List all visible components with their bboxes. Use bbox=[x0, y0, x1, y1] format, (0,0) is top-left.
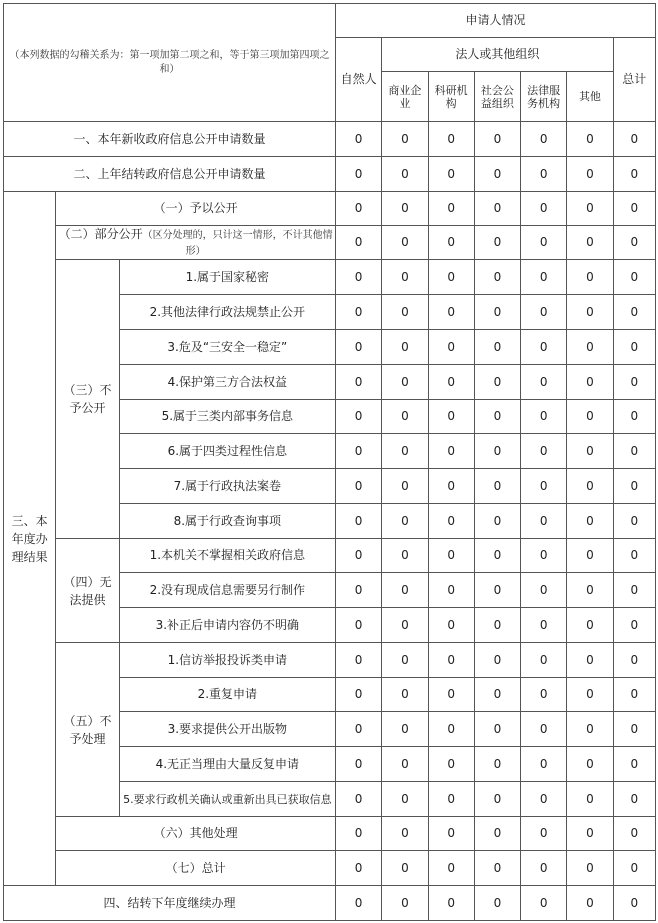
cell-value: 0 bbox=[382, 469, 428, 504]
cell-value: 0 bbox=[567, 712, 613, 747]
cell-value: 0 bbox=[382, 678, 428, 712]
cell-value: 0 bbox=[613, 295, 655, 330]
cell-value: 0 bbox=[474, 817, 520, 851]
cell-value: 0 bbox=[474, 747, 520, 782]
cell-value: 0 bbox=[335, 192, 381, 226]
cell-value: 0 bbox=[382, 365, 428, 400]
cell-value: 0 bbox=[335, 469, 381, 504]
row-label: 2.重复申请 bbox=[119, 678, 335, 712]
applicant-header: 申请人情况 bbox=[335, 4, 655, 38]
row-label: 5.属于三类内部事务信息 bbox=[119, 400, 335, 434]
cell-value: 0 bbox=[474, 608, 520, 643]
cell-value: 0 bbox=[567, 851, 613, 886]
row-label: 8.属于行政查询事项 bbox=[119, 504, 335, 539]
cell-value: 0 bbox=[335, 330, 381, 365]
natural-person-header: 自然人 bbox=[335, 38, 381, 122]
row-label: 5.要求行政机关确认或重新出具已获取信息 bbox=[119, 782, 335, 817]
cell-value: 0 bbox=[428, 608, 474, 643]
cell-value: 0 bbox=[428, 747, 474, 782]
cell-value: 0 bbox=[521, 400, 567, 434]
cell-value: 0 bbox=[335, 157, 381, 192]
cell-value: 0 bbox=[335, 643, 381, 678]
row-label: 3.危及“三安全一稳定” bbox=[119, 330, 335, 365]
cell-value: 0 bbox=[382, 643, 428, 678]
not-open-label: （三）不予公开 bbox=[56, 260, 119, 539]
legal-service-header: 法律服务机构 bbox=[521, 72, 567, 122]
row-label: 4.保护第三方合法权益 bbox=[119, 365, 335, 400]
cell-value: 0 bbox=[382, 747, 428, 782]
cell-value: 0 bbox=[613, 122, 655, 157]
cell-value: 0 bbox=[521, 504, 567, 539]
row-label: （七）总计 bbox=[56, 851, 336, 886]
cell-value: 0 bbox=[428, 886, 474, 921]
cell-value: 0 bbox=[335, 712, 381, 747]
cell-value: 0 bbox=[335, 886, 381, 921]
cell-value: 0 bbox=[567, 886, 613, 921]
cell-value: 0 bbox=[428, 157, 474, 192]
cell-value: 0 bbox=[613, 434, 655, 469]
cell-value: 0 bbox=[521, 434, 567, 469]
cell-value: 0 bbox=[521, 157, 567, 192]
cell-value: 0 bbox=[335, 504, 381, 539]
cell-value: 0 bbox=[474, 434, 520, 469]
cell-value: 0 bbox=[613, 192, 655, 226]
cell-value: 0 bbox=[474, 226, 520, 260]
cell-value: 0 bbox=[428, 817, 474, 851]
cell-value: 0 bbox=[428, 330, 474, 365]
cell-value: 0 bbox=[382, 122, 428, 157]
row-label: 2.其他法律行政法规禁止公开 bbox=[119, 295, 335, 330]
cell-value: 0 bbox=[613, 330, 655, 365]
cell-value: 0 bbox=[474, 157, 520, 192]
cell-value: 0 bbox=[521, 226, 567, 260]
cell-value: 0 bbox=[474, 330, 520, 365]
row-label: 4.无正当理由大量反复申请 bbox=[119, 747, 335, 782]
cell-value: 0 bbox=[382, 504, 428, 539]
cell-value: 0 bbox=[567, 434, 613, 469]
cell-value: 0 bbox=[613, 539, 655, 573]
row-label: 1.信访举报投诉类申请 bbox=[119, 643, 335, 678]
cell-value: 0 bbox=[567, 608, 613, 643]
cell-value: 0 bbox=[382, 400, 428, 434]
cell-value: 0 bbox=[428, 712, 474, 747]
cell-value: 0 bbox=[428, 226, 474, 260]
cell-value: 0 bbox=[613, 573, 655, 608]
row-label: 2.没有现成信息需要另行制作 bbox=[119, 573, 335, 608]
cell-value: 0 bbox=[335, 573, 381, 608]
cell-value: 0 bbox=[474, 192, 520, 226]
cell-value: 0 bbox=[428, 678, 474, 712]
cell-value: 0 bbox=[428, 643, 474, 678]
cell-value: 0 bbox=[335, 365, 381, 400]
cell-value: 0 bbox=[521, 365, 567, 400]
row-label bbox=[56, 226, 336, 260]
cell-value: 0 bbox=[428, 260, 474, 295]
cell-value: 0 bbox=[567, 400, 613, 434]
cell-value: 0 bbox=[474, 400, 520, 434]
cell-value: 0 bbox=[567, 295, 613, 330]
row-label: 1.属于国家秘密 bbox=[119, 260, 335, 295]
row-label: 3.要求提供公开出版物 bbox=[119, 712, 335, 747]
statistics-table bbox=[3, 3, 656, 921]
total-header: 总计 bbox=[613, 38, 655, 122]
cell-value: 0 bbox=[521, 260, 567, 295]
row-label: 二、上年结转政府信息公开申请数量 bbox=[4, 157, 336, 192]
row-label: （一）予以公开 bbox=[56, 192, 336, 226]
cell-value: 0 bbox=[521, 608, 567, 643]
cell-value: 0 bbox=[567, 643, 613, 678]
cell-value: 0 bbox=[474, 122, 520, 157]
no-processing-label: （五）不予处理 bbox=[56, 643, 119, 817]
row-label: 6.属于四类过程性信息 bbox=[119, 434, 335, 469]
cell-value: 0 bbox=[428, 400, 474, 434]
cell-value: 0 bbox=[428, 504, 474, 539]
cell-value: 0 bbox=[567, 817, 613, 851]
cell-value: 0 bbox=[474, 678, 520, 712]
cell-value: 0 bbox=[613, 469, 655, 504]
cell-value: 0 bbox=[428, 192, 474, 226]
cell-value: 0 bbox=[567, 504, 613, 539]
cell-value: 0 bbox=[613, 817, 655, 851]
cell-value: 0 bbox=[474, 886, 520, 921]
cell-value: 0 bbox=[613, 365, 655, 400]
cell-value: 0 bbox=[613, 643, 655, 678]
row-label: 3.补正后申请内容仍不明确 bbox=[119, 608, 335, 643]
cell-value: 0 bbox=[613, 782, 655, 817]
cell-value: 0 bbox=[613, 851, 655, 886]
cell-value: 0 bbox=[567, 678, 613, 712]
cell-value: 0 bbox=[521, 192, 567, 226]
cell-value: 0 bbox=[428, 539, 474, 573]
row-label-note: （区分处理的，只计这一情形，不计其他情形） bbox=[142, 229, 333, 257]
cell-value: 0 bbox=[567, 365, 613, 400]
cell-value: 0 bbox=[521, 851, 567, 886]
cell-value: 0 bbox=[335, 747, 381, 782]
cell-value: 0 bbox=[335, 782, 381, 817]
legal-group-header: 法人或其他组织 bbox=[382, 38, 613, 72]
cell-value: 0 bbox=[382, 608, 428, 643]
cell-value: 0 bbox=[474, 539, 520, 573]
cell-value: 0 bbox=[428, 851, 474, 886]
cell-value: 0 bbox=[335, 434, 381, 469]
row-label: 1.本机关不掌握相关政府信息 bbox=[119, 539, 335, 573]
commercial-header: 商业企业 bbox=[382, 72, 428, 122]
cell-value: 0 bbox=[428, 295, 474, 330]
cell-value: 0 bbox=[567, 747, 613, 782]
cell-value: 0 bbox=[521, 643, 567, 678]
cell-value: 0 bbox=[382, 782, 428, 817]
cell-value: 0 bbox=[335, 817, 381, 851]
social-header: 社会公益组织 bbox=[474, 72, 520, 122]
cell-value: 0 bbox=[567, 469, 613, 504]
cell-value: 0 bbox=[335, 122, 381, 157]
cell-value: 0 bbox=[613, 260, 655, 295]
cell-value: 0 bbox=[382, 157, 428, 192]
cell-value: 0 bbox=[521, 122, 567, 157]
cell-value: 0 bbox=[335, 678, 381, 712]
cell-value: 0 bbox=[382, 295, 428, 330]
section-3-label: 三、本年度办理结果 bbox=[4, 192, 56, 886]
cell-value: 0 bbox=[335, 226, 381, 260]
cell-value: 0 bbox=[335, 539, 381, 573]
cell-value: 0 bbox=[613, 504, 655, 539]
cell-value: 0 bbox=[521, 886, 567, 921]
cell-value: 0 bbox=[521, 782, 567, 817]
cell-value: 0 bbox=[613, 400, 655, 434]
cell-value: 0 bbox=[474, 782, 520, 817]
cell-value: 0 bbox=[474, 260, 520, 295]
cell-value: 0 bbox=[382, 434, 428, 469]
cell-value: 0 bbox=[474, 504, 520, 539]
cell-value: 0 bbox=[521, 295, 567, 330]
cell-value: 0 bbox=[382, 573, 428, 608]
cell-value: 0 bbox=[521, 330, 567, 365]
cell-value: 0 bbox=[335, 260, 381, 295]
cell-value: 0 bbox=[613, 608, 655, 643]
cell-value: 0 bbox=[382, 886, 428, 921]
cell-value: 0 bbox=[382, 851, 428, 886]
cell-value: 0 bbox=[613, 157, 655, 192]
cell-value: 0 bbox=[567, 782, 613, 817]
row-label: 7.属于行政执法案卷 bbox=[119, 469, 335, 504]
cell-value: 0 bbox=[474, 712, 520, 747]
note-cell: （本列数据的勾稽关系为：第一项加第二项之和，等于第三项加第四项之和） bbox=[4, 4, 336, 122]
row-label: 一、本年新收政府信息公开申请数量 bbox=[4, 122, 336, 157]
cell-value: 0 bbox=[474, 573, 520, 608]
cell-value: 0 bbox=[474, 643, 520, 678]
cell-value: 0 bbox=[335, 851, 381, 886]
cannot-provide-label: （四）无法提供 bbox=[56, 539, 119, 643]
cell-value: 0 bbox=[474, 469, 520, 504]
cell-value: 0 bbox=[335, 295, 381, 330]
cell-value: 0 bbox=[521, 678, 567, 712]
cell-value: 0 bbox=[521, 712, 567, 747]
cell-value: 0 bbox=[613, 886, 655, 921]
cell-value: 0 bbox=[613, 712, 655, 747]
row-label: 四、结转下年度继续办理 bbox=[4, 886, 336, 921]
cell-value: 0 bbox=[428, 365, 474, 400]
cell-value: 0 bbox=[567, 260, 613, 295]
cell-value: 0 bbox=[474, 851, 520, 886]
cell-value: 0 bbox=[474, 365, 520, 400]
cell-value: 0 bbox=[335, 400, 381, 434]
cell-value: 0 bbox=[521, 469, 567, 504]
cell-value: 0 bbox=[567, 157, 613, 192]
cell-value: 0 bbox=[474, 295, 520, 330]
cell-value: 0 bbox=[521, 747, 567, 782]
cell-value: 0 bbox=[382, 539, 428, 573]
cell-value: 0 bbox=[428, 782, 474, 817]
cell-value: 0 bbox=[428, 434, 474, 469]
cell-value: 0 bbox=[613, 747, 655, 782]
cell-value: 0 bbox=[382, 712, 428, 747]
cell-value: 0 bbox=[382, 260, 428, 295]
cell-value: 0 bbox=[428, 573, 474, 608]
row-label: （六）其他处理 bbox=[56, 817, 336, 851]
cell-value: 0 bbox=[613, 678, 655, 712]
cell-value: 0 bbox=[382, 192, 428, 226]
cell-value: 0 bbox=[521, 573, 567, 608]
cell-value: 0 bbox=[521, 817, 567, 851]
cell-value: 0 bbox=[567, 573, 613, 608]
cell-value: 0 bbox=[567, 226, 613, 260]
cell-value: 0 bbox=[382, 330, 428, 365]
cell-value: 0 bbox=[428, 122, 474, 157]
research-header: 科研机构 bbox=[428, 72, 474, 122]
cell-value: 0 bbox=[521, 539, 567, 573]
cell-value: 0 bbox=[382, 226, 428, 260]
cell-value: 0 bbox=[567, 122, 613, 157]
row-label-main: （二）部分公开 bbox=[58, 226, 143, 241]
other-header: 其他 bbox=[567, 72, 613, 122]
cell-value: 0 bbox=[567, 192, 613, 226]
cell-value: 0 bbox=[428, 469, 474, 504]
cell-value: 0 bbox=[567, 539, 613, 573]
cell-value: 0 bbox=[382, 817, 428, 851]
cell-value: 0 bbox=[567, 330, 613, 365]
cell-value: 0 bbox=[335, 608, 381, 643]
cell-value: 0 bbox=[613, 226, 655, 260]
